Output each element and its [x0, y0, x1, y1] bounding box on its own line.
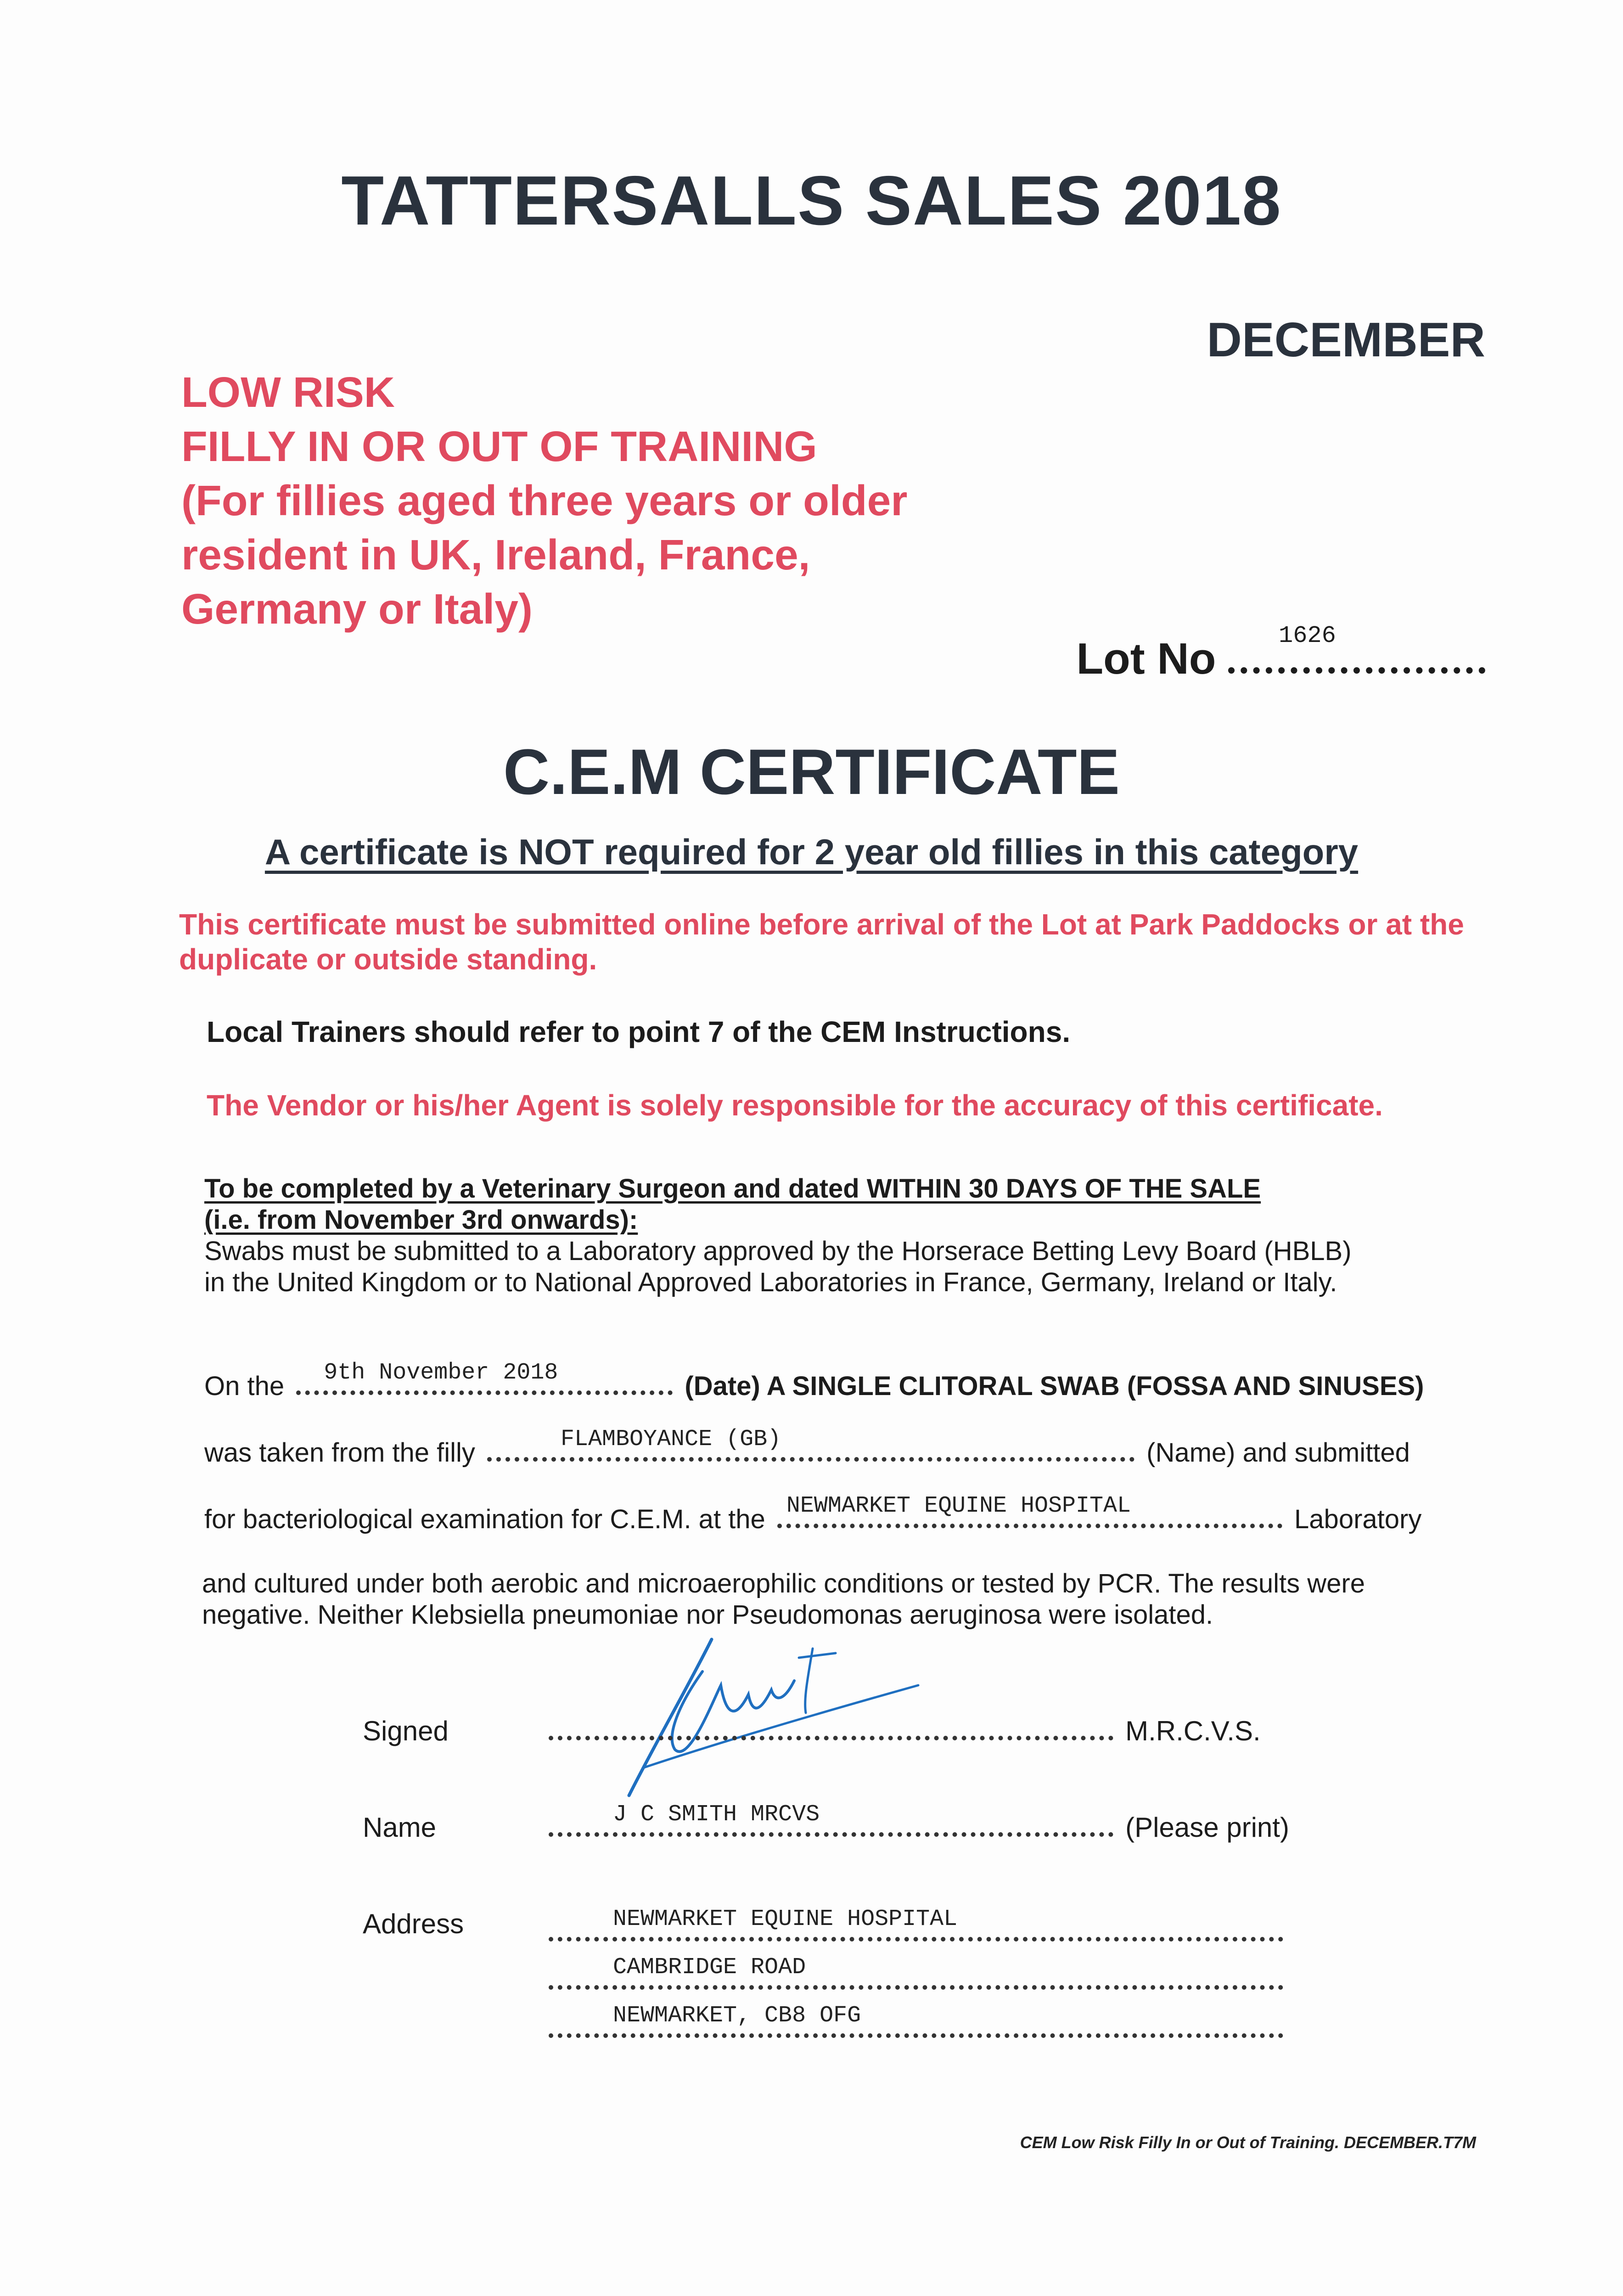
instructions-heading: To be completed by a Veterinary Surgeon and dated WITHIN 30 DAYS OF THE SALE	[204, 1174, 1261, 1204]
instructions-body: Swabs must be submitted to a Laboratory approved by the Horserace Betting Levy Board (HBLB)	[204, 1236, 1352, 1266]
lot-number	[1076, 622, 1485, 684]
lot-label: Lot No	[1076, 634, 1216, 683]
name-row	[363, 1812, 436, 1843]
results-line: negative. Neither Klebsiella pneumoniae nor Pseudomonas aeruginosa were isolated.	[202, 1600, 1213, 1630]
date-field[interactable]	[296, 1360, 673, 1395]
category-line: Germany or Italy)	[181, 585, 533, 633]
signed-label: Signed	[363, 1716, 449, 1746]
results-line: and cultured under both aerobic and microaerophilic conditions or tested by PCR. The results were	[202, 1569, 1365, 1598]
filly-suffix: (Name) and submitted	[1146, 1438, 1410, 1468]
date-value: 9th November 2018	[324, 1360, 558, 1386]
instructions-body: in the United Kingdom or to National Approved Laboratories in France, Germany, Ireland or Italy.	[204, 1267, 1337, 1297]
lot-value: 1626	[1279, 622, 1336, 649]
name-suffix: (Please print)	[1125, 1812, 1289, 1843]
address-line-2-row	[549, 1954, 1288, 1996]
trainer-note: Local Trainers should refer to point 7 of the CEM Instructions.	[207, 1015, 1071, 1048]
address-line-3: NEWMARKET, CB8 OFG	[613, 2003, 861, 2029]
address-field-2[interactable]	[549, 1954, 1283, 1990]
lab-field[interactable]	[777, 1493, 1282, 1528]
filly-row	[204, 1426, 1410, 1468]
category-line: FILLY IN OR OUT OF TRAINING	[181, 422, 817, 470]
instructions	[204, 1173, 1444, 1298]
category-line: resident in UK, Ireland, France,	[181, 531, 810, 579]
category-line: LOW RISK	[181, 368, 395, 416]
filly-field[interactable]	[487, 1426, 1134, 1462]
age-notice: A certificate is NOT required for 2 year old fillies in this category	[264, 832, 1359, 872]
document-title: TATTERSALLS SALES 2018	[341, 162, 1282, 240]
certificate-title: C.E.M CERTIFICATE	[503, 736, 1120, 808]
address-row	[363, 1908, 464, 1940]
address-field-3[interactable]	[549, 2003, 1283, 2038]
address-line-1: NEWMARKET EQUINE HOSPITAL	[613, 1906, 958, 1932]
filly-prefix: was taken from the filly	[204, 1438, 475, 1468]
address-line-3-row	[549, 2003, 1288, 2044]
signed-field[interactable]	[549, 1736, 1113, 1740]
sale-month: DECEMBER	[1207, 313, 1485, 367]
instructions-heading: (i.e. from November 3rd onwards):	[204, 1205, 638, 1235]
submit-note: This certificate must be submitted online before arrival of the Lot at Park Paddocks or at the duplicate or outside standing.	[179, 908, 1464, 976]
signed-row	[363, 1715, 449, 1747]
signed-suffix: M.R.C.V.S.	[1125, 1716, 1261, 1746]
address-field-1[interactable]	[549, 1906, 1283, 1941]
lab-value: NEWMARKET EQUINE HOSPITAL	[786, 1493, 1131, 1519]
category-block	[181, 365, 908, 636]
address-line-1-row	[549, 1906, 1288, 1948]
name-value: J C SMITH MRCVS	[613, 1801, 820, 1828]
lot-field[interactable]	[1228, 622, 1485, 674]
name-field-row	[549, 1801, 1289, 1843]
lab-prefix: for bacteriological examination for C.E.M. at the	[204, 1504, 765, 1534]
address-line-2: CAMBRIDGE ROAD	[613, 1954, 806, 1981]
lab-row	[204, 1493, 1422, 1535]
date-suffix: (Date) A SINGLE CLITORAL SWAB (FOSSA AND SINUSES)	[685, 1371, 1424, 1401]
filly-value: FLAMBOYANCE (GB)	[561, 1426, 781, 1452]
vendor-note: The Vendor or his/her Agent is solely responsible for the accuracy of this certificate.	[207, 1089, 1383, 1122]
name-field[interactable]	[549, 1801, 1113, 1837]
category-line: (For fillies aged three years or older	[181, 477, 908, 524]
date-row	[204, 1360, 1424, 1401]
name-label: Name	[363, 1812, 437, 1843]
signed-field-row	[549, 1715, 1261, 1747]
results-text	[202, 1568, 1478, 1631]
lab-suffix: Laboratory	[1294, 1504, 1422, 1534]
footer-reference: CEM Low Risk Filly In or Out of Training. DECEMBER.T7M	[1020, 2133, 1476, 2152]
address-label: Address	[363, 1908, 464, 1939]
date-prefix: On the	[204, 1371, 285, 1401]
